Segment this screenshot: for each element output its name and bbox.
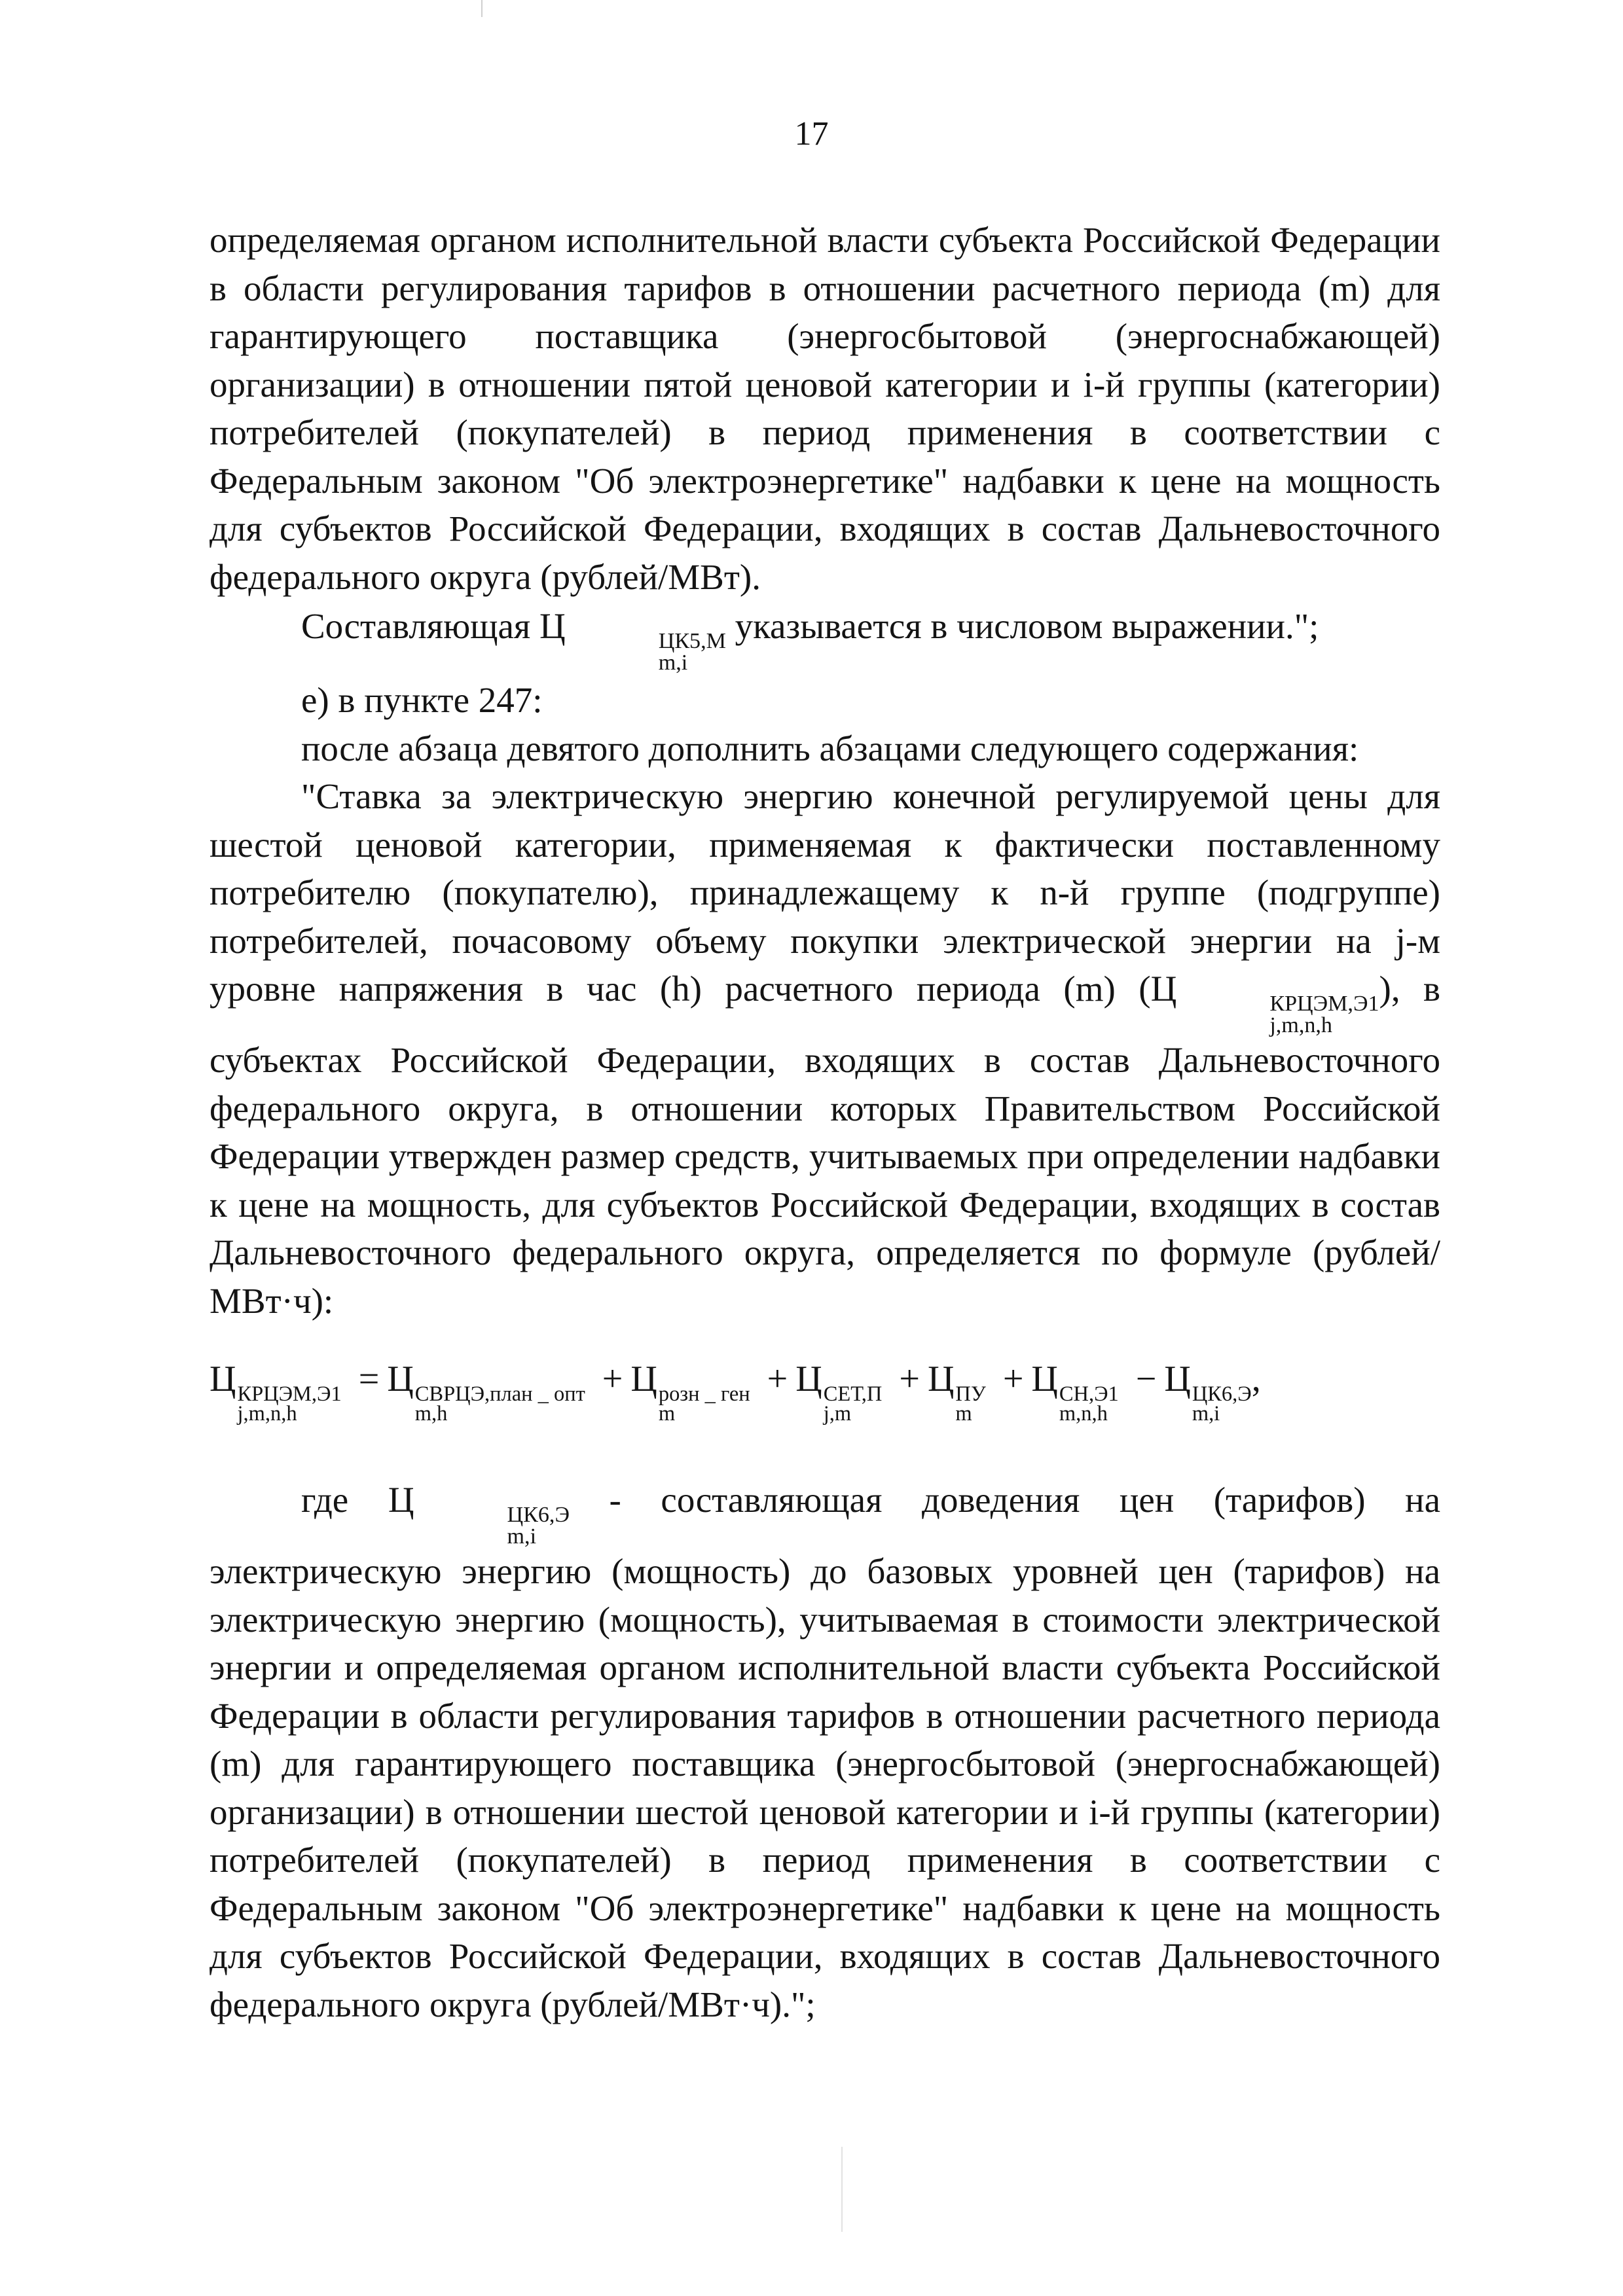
symbol-subscript: m [955,1402,972,1426]
scan-mark-top [481,0,483,17]
page-number: 17 [794,115,829,152]
symbol-subscript: m,i [1192,1402,1220,1426]
symbol-superscript: ЦК5,М [658,629,726,654]
symbol-superscript: ПУ [955,1382,986,1406]
symbol-indices [415,1384,585,1425]
symbol-indices [567,631,726,673]
symbol-indices [1192,1384,1252,1425]
price-symbol [539,606,726,675]
paragraph-text-before: "Ставка за электрическую энергию конечной регулируемой цены для шестой ценовой категории, применяемая к фактически поставленному потребителю (покупателю), принадлежащему к n-й группе (подгруппе) потребителей, почасовому объему покупки электрической энергии на j-м уровне напряжения в час (h) расчетного периода (m) ( [210,776,1440,1009]
formula-operator: + [767,1359,788,1399]
symbol-base: Ц [630,1359,657,1399]
symbol-base: Ц [1164,1359,1191,1399]
symbol-superscript: СВРЦЭ,план _ опт [414,1382,585,1406]
formula-operator: + [1002,1359,1024,1399]
symbol-indices [1178,994,1379,1036]
symbol-superscript: ЦК6,Э [507,1503,570,1528]
paragraph-text-after: - составляющая доведения цен (тарифов) на электрическую энергию (мощность) до базовых уровней цен (тарифов) на электрическую энергию (мощность), учитываемая в стоимости электрической энергии и определяемая органом исполнительной власти субъекта Российской Федерации в области регулирования тарифов в отношении расчетного периода (m) для гарантирующего поставщика (энергосбытовой (энергоснабжающей) организации) в отношении шестой ценовой категории и i-й группы (категории) потребителей (покупателей) в период применения в соответствии с Федеральным законом "Об электроэнергетике" надбавки к цене на мощность для субъектов Российской Федерации, входящих в состав Дальневосточного федерального округа (рублей/МВт·ч)."; [210,1480,1441,2024]
price-symbol [388,1480,570,1549]
symbol-superscript: СЕТ,П [823,1382,883,1406]
document-body-lower [210,1476,1440,2028]
symbol-base: Ц [1150,969,1177,1009]
symbol-indices [955,1384,985,1425]
symbol-base: Ц [210,1359,236,1399]
symbol-indices [1059,1384,1119,1425]
paragraph-text-before: где [301,1480,388,1520]
price-formula [210,1358,1440,1424]
formula-term [387,1359,585,1426]
formula-operator: + [602,1359,623,1399]
formula-term [630,1359,750,1426]
symbol-subscript: j,m,n,h [1269,1013,1332,1037]
paragraph-text-before: Составляющая [301,606,539,646]
paragraph-text-after: указывается в числовом выражении."; [725,606,1319,646]
paragraph-instruction: после абзаца девятого дополнить абзацами следующего содержания: [301,728,1359,768]
symbol-indices [824,1384,883,1425]
scan-mark-bottom [841,2147,843,2232]
formula-end: , [1251,1359,1261,1399]
symbol-indices [237,1384,341,1425]
formula-term [927,1359,986,1426]
symbol-superscript: КРЦЭМ,Э1 [1269,992,1379,1016]
symbol-base: Ц [1031,1359,1058,1399]
formula-term [1031,1359,1119,1426]
symbol-indices [659,1384,750,1425]
symbol-subscript: m,n,h [1059,1402,1108,1426]
paragraph-continuation: определяемая органом исполнительной власти субъекта Российской Федерации в области регулирования тарифов в отношении расчетного периода (m) для гарантирующего поставщика (энергосбытовой (энергоснабжающей) организации) в отношении пятой ценовой категории и i-й группы (категории) потребителей (покупателей) в период применения в соответствии с Федеральным законом "Об электроэнергетике" надбавки к цене на мощность для субъектов Российской Федерации, входящих в состав Дальневосточного федерального округа (рублей/МВт). [210,220,1440,597]
document-body-upper [210,216,1440,1325]
formula-term [1164,1359,1252,1426]
symbol-subscript: m [658,1402,676,1426]
formula-operator: − [1135,1359,1157,1399]
symbol-base: Ц [795,1359,822,1399]
symbol-superscript: КРЦЭМ,Э1 [237,1382,342,1406]
symbol-superscript: СН,Э1 [1059,1382,1119,1406]
symbol-subscript: j,m [823,1402,852,1426]
paragraph-item-e: е) в пункте 247: [301,680,543,721]
symbol-subscript: m,i [658,650,688,675]
paragraph-text-after: ), в субъектах Российской Федерации, входящих в состав Дальневосточного федерального округа, в отношении которых Правительством Российской Федерации утвержден размер средств, учитываемых при определении надбавки к цене на мощность, для субъектов Российской Федерации, входящих в состав Дальневосточного федерального округа, определяется по формуле (рублей/МВт·ч): [210,969,1440,1321]
symbol-superscript: розн _ ген [658,1382,750,1406]
formula-operator: = [358,1359,380,1399]
price-symbol [1150,969,1379,1037]
symbol-base: Ц [927,1359,955,1399]
formula-term-result [210,1359,342,1426]
symbol-subscript: j,m,n,h [237,1402,297,1426]
symbol-base: Ц [387,1359,414,1399]
symbol-indices [416,1505,570,1547]
symbol-base: Ц [388,1480,414,1520]
symbol-base: Ц [539,606,566,646]
symbol-subscript: m,i [507,1524,537,1549]
paragraph-component-definition [210,1476,1440,2028]
paragraph-rate-definition [210,772,1440,1325]
symbol-subscript: m,h [414,1402,448,1426]
symbol-superscript: ЦК6,Э [1192,1382,1252,1406]
formula-operator: + [899,1359,920,1399]
formula-term [795,1359,883,1426]
paragraph-component-statement [210,602,1440,673]
